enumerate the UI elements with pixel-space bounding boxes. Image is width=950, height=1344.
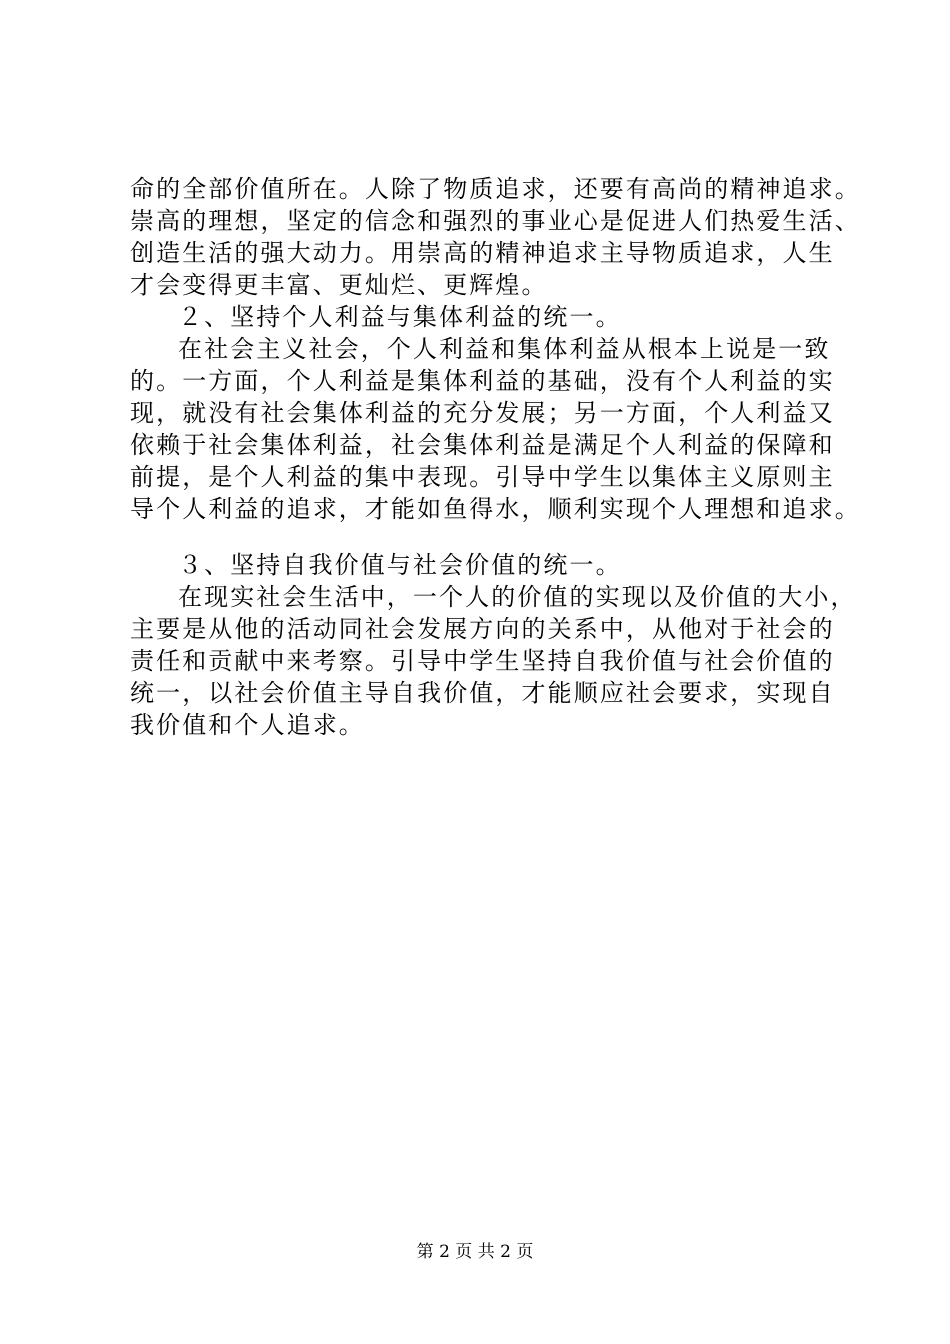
text-line: 现，就没有社会集体利益的充分发展；另一方面，个人利益又	[130, 399, 835, 427]
text-line: 前提，是个人利益的集中表现。引导中学生以集体主义原则主	[130, 463, 835, 491]
text-line: 的。一方面，个人利益是集体利益的基础，没有个人利益的实	[130, 367, 835, 395]
page-number-footer: 第 2 页 共 2 页	[416, 1242, 534, 1262]
text-line: 主要是从他的活动同社会发展方向的关系中，从他对于社会的	[130, 615, 835, 643]
text-line: 在社会主义社会，个人利益和集体利益从根本上说是一致	[178, 335, 831, 363]
section-heading-2: ２、坚持个人利益与集体利益的统一。	[178, 303, 622, 331]
text-line: 崇高的理想，坚定的信念和强烈的事业心是促进人们热爱生活、	[130, 207, 861, 235]
text-line: 我价值和个人追求。	[130, 711, 365, 739]
section-heading-3: ３、坚持自我价值与社会价值的统一。	[178, 551, 622, 579]
text-line: 导个人利益的追求，才能如鱼得水，顺利实现个人理想和追求。	[130, 495, 861, 523]
text-line: 命的全部价值所在。人除了物质追求，还要有高尚的精神追求。	[130, 175, 861, 203]
text-line: 才会变得更丰富、更灿烂、更辉煌。	[130, 271, 548, 299]
text-line: 依赖于社会集体利益，社会集体利益是满足个人利益的保障和	[130, 431, 835, 459]
text-line: 在现实社会生活中，一个人的价值的实现以及价值的大小，	[178, 583, 857, 611]
text-line: 统一，以社会价值主导自我价值，才能顺应社会要求，实现自	[130, 679, 835, 707]
text-line: 创造生活的强大动力。用崇高的精神追求主导物质追求，人生	[130, 239, 835, 267]
text-line: 责任和贡献中来考察。引导中学生坚持自我价值与社会价值的	[130, 647, 835, 675]
